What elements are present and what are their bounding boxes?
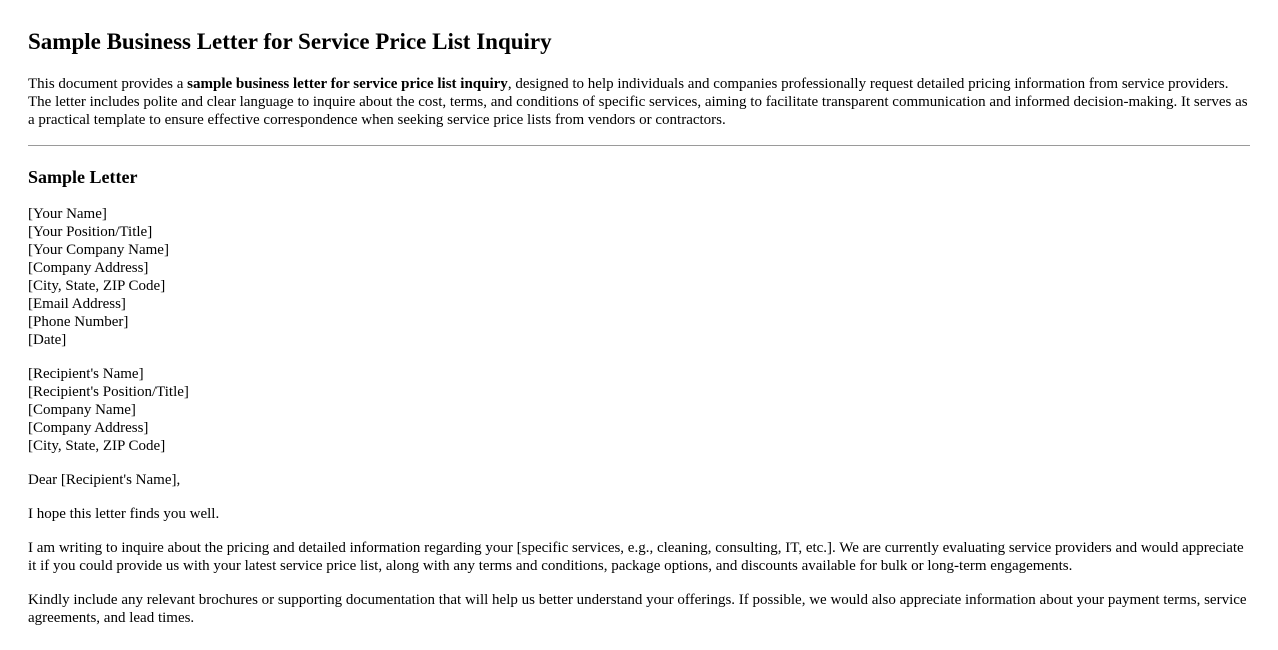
sender-line: [Your Position/Title] bbox=[28, 224, 153, 240]
sender-address-block bbox=[28, 205, 1250, 349]
sender-line: [Company Address] bbox=[28, 260, 149, 276]
salutation: Dear [Recipient's Name], bbox=[28, 472, 181, 488]
recipient-line: [Company Address] bbox=[28, 420, 149, 436]
recipient-line: [Company Name] bbox=[28, 402, 136, 418]
section-divider bbox=[28, 145, 1250, 146]
sender-line: [City, State, ZIP Code] bbox=[28, 278, 166, 294]
section-heading: Sample Letter bbox=[28, 167, 138, 187]
letter-paragraph: Kindly include any relevant brochures or supporting documentation that will help us better understand your offerings. If possible, we would also appreciate information about your payment terms, service agreements, and lead times. bbox=[28, 592, 1247, 626]
sender-line: [Your Company Name] bbox=[28, 242, 169, 258]
sender-line: [Date] bbox=[28, 332, 67, 348]
intro-text-before: This document provides a bbox=[28, 76, 188, 92]
recipient-address-block bbox=[28, 365, 1250, 455]
letter-paragraph: I hope this letter finds you well. bbox=[28, 506, 220, 522]
recipient-line: [Recipient's Position/Title] bbox=[28, 384, 189, 400]
intro-text-bold: sample business letter for service price list inquiry bbox=[187, 76, 508, 92]
recipient-line: [City, State, ZIP Code] bbox=[28, 438, 166, 454]
letter-paragraph: I am writing to inquire about the pricing and detailed information regarding your [specific services, e.g., cleaning, consulting, IT, etc.]. We are currently evaluating service providers and would appreciate it if you could provide us with your latest service price list, along with any terms and conditions, package options, and discounts available for bulk or long-term engagements. bbox=[28, 540, 1244, 574]
intro-text-after: , designed to help individuals and companies professionally request detailed pricing information from service providers. The letter includes polite and clear language to inquire about the cost, terms, and conditions of specific services, aiming to facilitate transparent communication and informed decision-making. It serves as a practical template to ensure effective correspondence when seeking service price lists from vendors or contractors. bbox=[28, 76, 1248, 128]
intro-paragraph bbox=[28, 75, 1250, 129]
sender-line: [Phone Number] bbox=[28, 314, 129, 330]
sender-line: [Your Name] bbox=[28, 206, 107, 222]
recipient-line: [Recipient's Name] bbox=[28, 366, 144, 382]
page-title: Sample Business Letter for Service Price List Inquiry bbox=[28, 29, 552, 54]
sender-line: [Email Address] bbox=[28, 296, 126, 312]
